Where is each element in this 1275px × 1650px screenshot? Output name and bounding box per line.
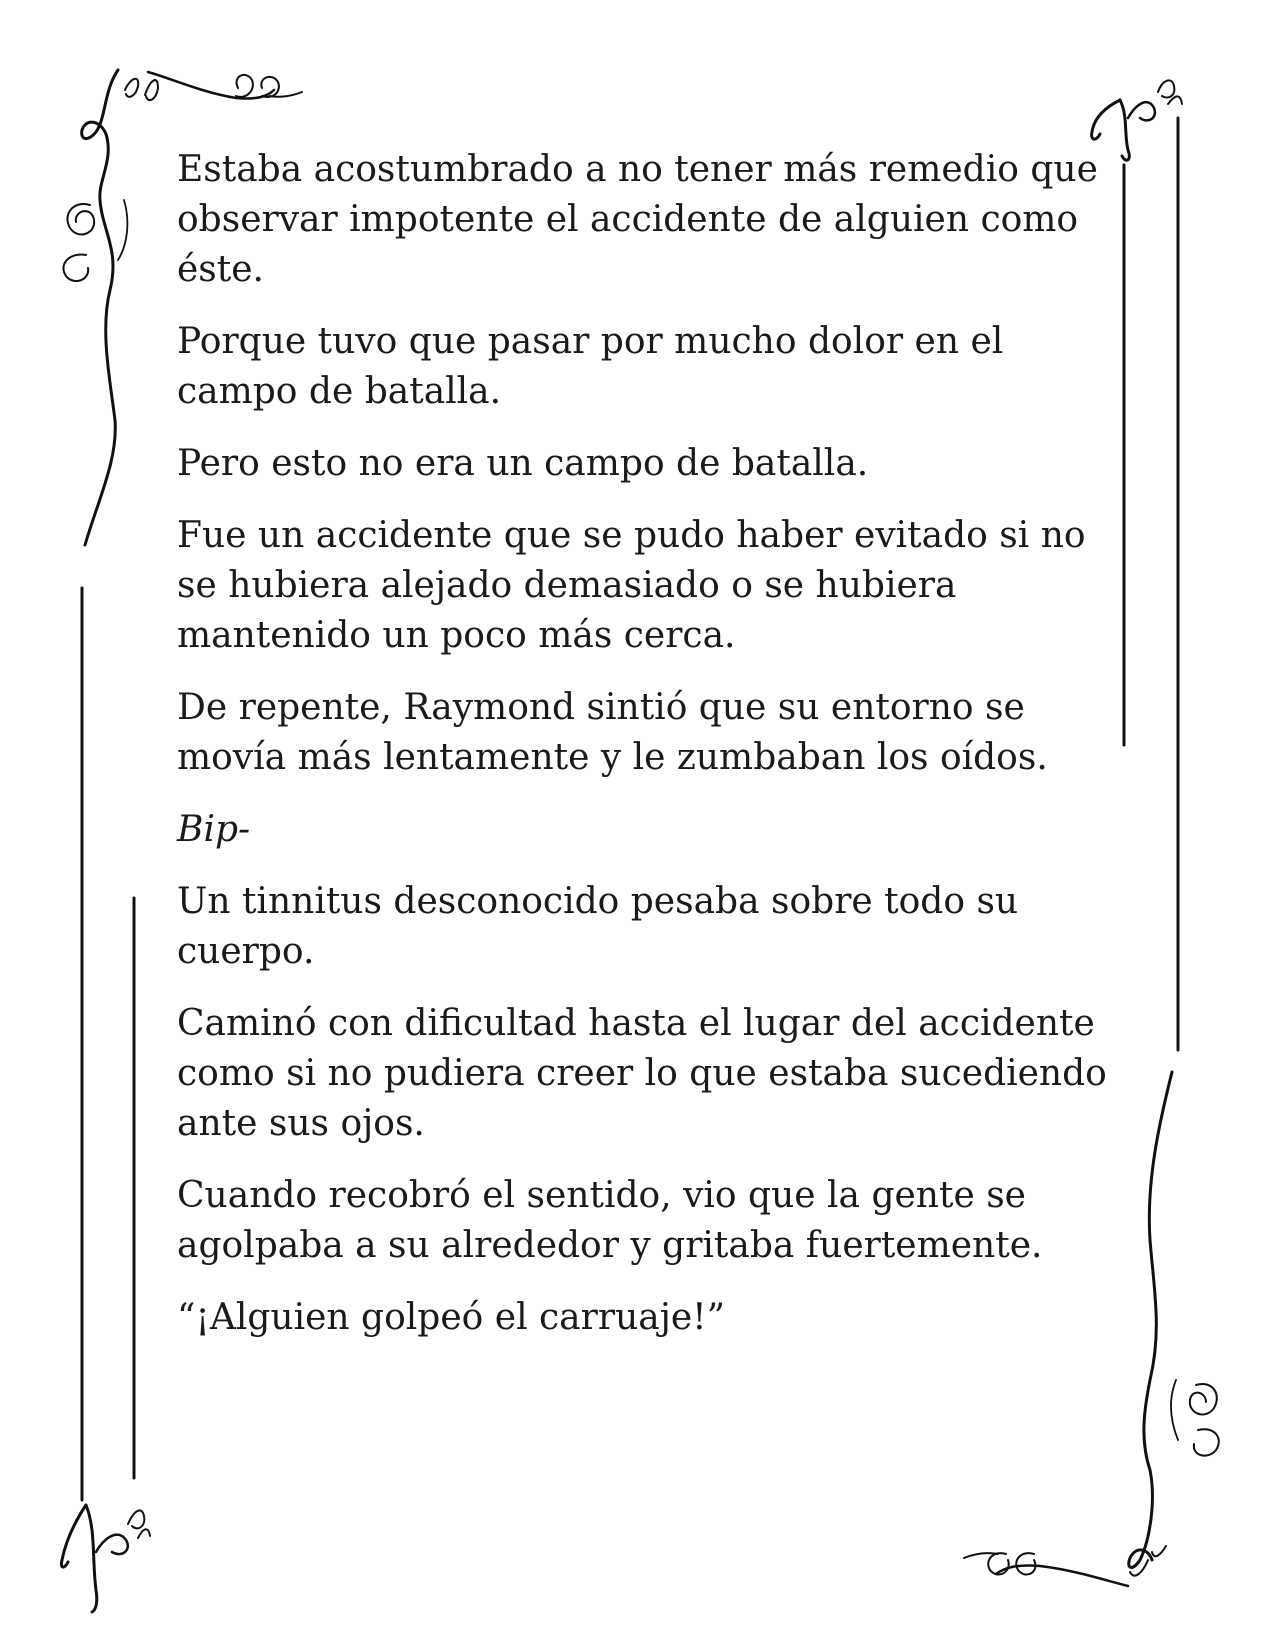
dialogue-paragraph: “¡Alguien golpeó el carruaje!” (177, 1297, 726, 1338)
paragraph: De repente, Raymond sintió que su entorno se movía más lentamente y le zumbaban los oídos. (177, 687, 1048, 778)
text-column (177, 145, 1107, 1365)
paragraph: Un tinnitus desconocido pesaba sobre todo su cuerpo. (177, 881, 1019, 972)
paragraph: Caminó con dificultad hasta el lugar del accidente como si no pudiera creer lo que estaba sucediendo ante sus ojos. (177, 1003, 1107, 1144)
paragraph: Pero esto no era un campo de batalla. (177, 443, 869, 484)
paragraph: Porque tuvo que pasar por mucho dolor en el campo de batalla. (177, 321, 1004, 412)
paragraph: Fue un accidente que se pudo haber evitado si no se hubiera alejado demasiado o se hubiera mantenido un poco más cerca. (177, 515, 1086, 656)
bottom-left-flourish (61, 1505, 150, 1612)
sound-effect-paragraph: Bip- (177, 809, 251, 850)
paragraph: Estaba acostumbrado a no tener más remedio que observar impotente el accidente de alguien como éste. (177, 149, 1098, 290)
paragraph: Cuando recobró el sentido, vio que la gente se agolpaba a su alrededor y gritaba fuertemente. (177, 1175, 1043, 1266)
